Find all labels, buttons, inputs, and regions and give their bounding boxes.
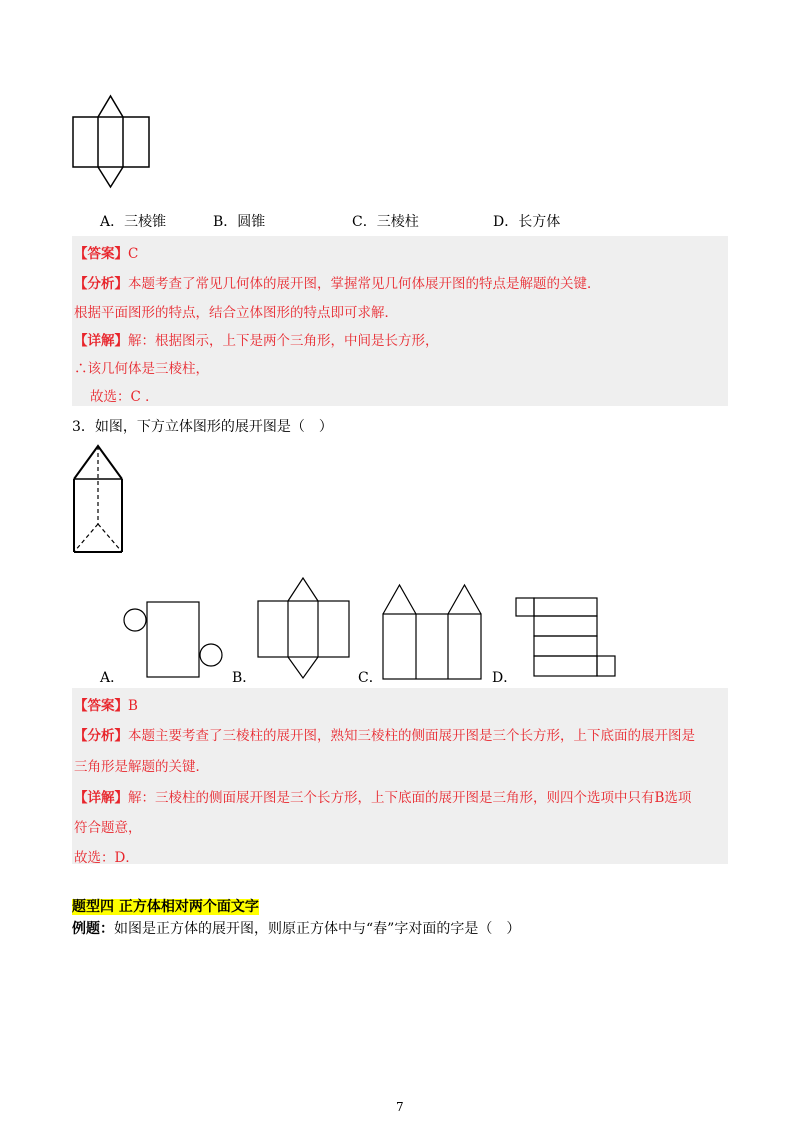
q2-detail-line-2: ∴该几何体是三棱柱， [74,361,209,377]
q3-question: 3．如图，下方立体图形的展开图是（ ） [72,419,333,435]
answer-value: C [128,246,139,262]
q3-detail-line [74,786,691,806]
example-label: 例题： [72,921,114,937]
analysis-text: 本题考查了常见几何体的展开图，掌握常见几何体展开图的特点是解题的关键． [128,276,601,292]
q3-solution-box [72,688,728,864]
option-a-label[interactable]: A． [100,670,125,686]
q3-detail-line-3: 故选：D． [74,850,139,866]
q2-analysis-line [74,272,601,292]
q3-analysis-line [74,724,695,744]
detail-tag: 【详解】 [74,333,128,349]
q3-answer-line [74,694,138,714]
analysis-tag: 【分析】 [74,276,128,292]
option-d-label[interactable]: D． [492,670,518,686]
analysis-tag: 【分析】 [74,728,128,744]
q2-analysis-line-2: 根据平面图形的特点，结合立体图形的特点即可求解． [74,305,398,321]
answer-value: B [128,698,138,714]
example-text: 如图是正方体的展开图，则原正方体中与“春”字对面的字是（ ） [114,921,521,937]
prism-net-figure [72,96,152,188]
answer-tag: 【答案】 [74,246,128,262]
option-c-label[interactable]: C． [358,670,383,686]
q2-solution-box [72,236,728,406]
section-title [72,896,259,916]
example-line [72,918,520,938]
option-a-figure [122,600,224,680]
detail-text: 解：三棱柱的侧面展开图是三个长方形，上下底面的展开图是三角形，则四个选项中只有B选项 [128,790,692,806]
q2-detail-line-3: 故选：C ． [90,389,159,405]
option-b-label[interactable]: B． [232,670,257,686]
section-title-highlight: 题型四 正方体相对两个面文字 [72,899,259,915]
answer-tag: 【答案】 [74,698,128,714]
detail-tag: 【详解】 [74,790,128,806]
option-d[interactable]: D．长方体 [493,214,561,230]
q3-detail-line-2: 符合题意， [74,820,142,836]
option-a[interactable]: A．三棱锥 [100,214,167,230]
q2-answer-line [74,242,138,262]
q2-detail-line [74,329,439,349]
option-c-figure [382,583,484,681]
analysis-text: 本题主要考查了三棱柱的展开图，熟知三棱柱的侧面展开图是三个长方形，上下底面的展开图是 [128,728,695,744]
page-number: 7 [396,1100,404,1114]
option-b[interactable]: B．圆锥 [213,214,266,230]
option-c[interactable]: C．三棱柱 [352,214,419,230]
triangular-prism-figure [72,444,124,556]
detail-text: 解：根据图示，上下是两个三角形，中间是长方形， [128,333,439,349]
q3-analysis-line-2: 三角形是解题的关键． [74,759,209,775]
option-b-figure [256,577,352,679]
option-d-figure [514,596,618,680]
